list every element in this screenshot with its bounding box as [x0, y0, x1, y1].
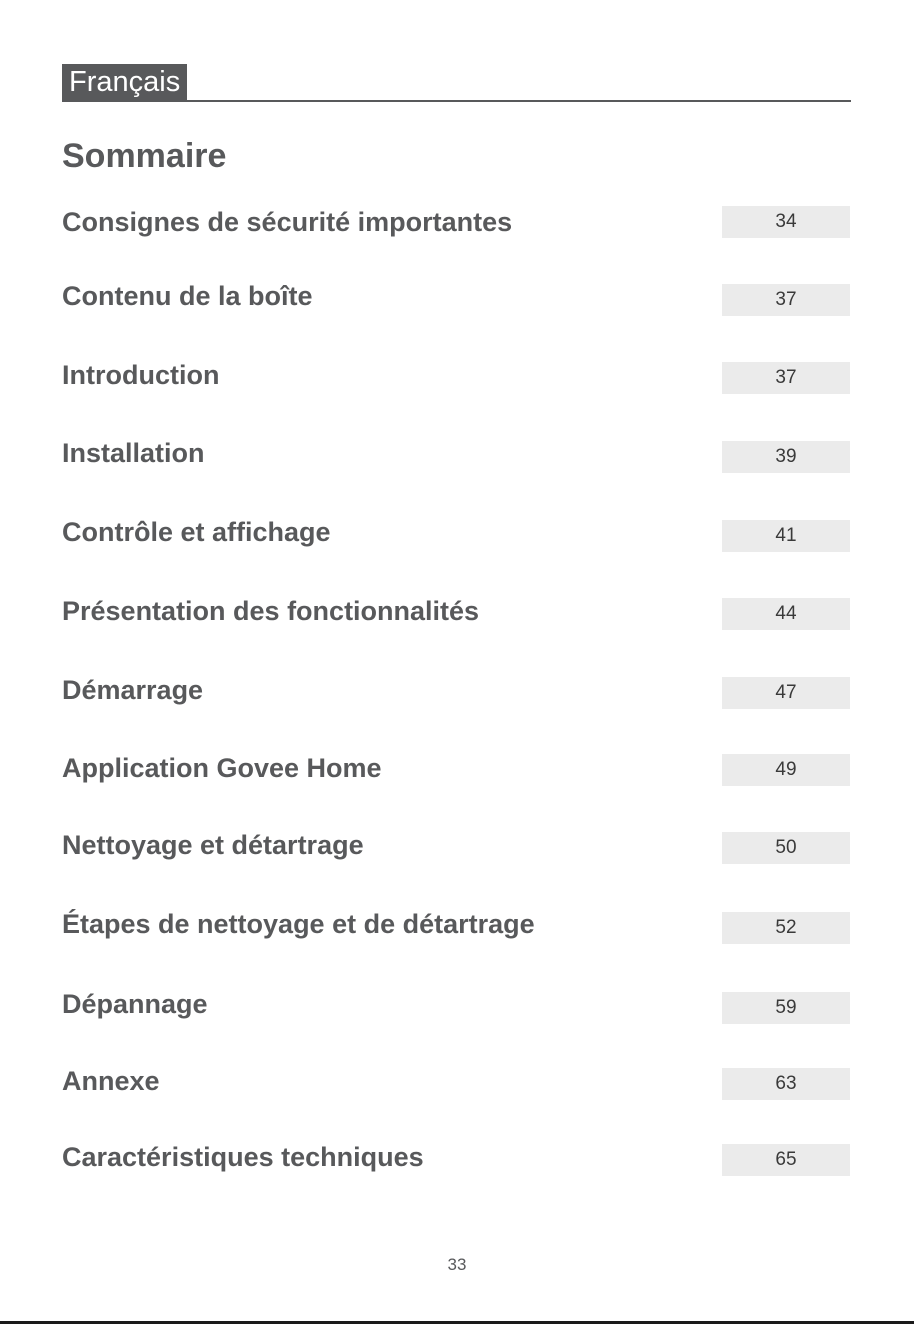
- toc-item[interactable]: [62, 751, 850, 785]
- toc-item-label: Présentation des fonctionnalités: [62, 596, 480, 626]
- toc-item[interactable]: [62, 436, 850, 470]
- toc-item[interactable]: [62, 358, 850, 392]
- toc-page-number: 59: [722, 992, 850, 1024]
- toc-item[interactable]: [62, 1140, 850, 1174]
- toc-page-number: 44: [722, 598, 850, 630]
- toc-page-number: 47: [722, 677, 850, 709]
- toc-page-number: 34: [722, 206, 850, 238]
- toc-item-label: Caractéristiques techniques: [62, 1142, 424, 1172]
- toc-page-number: 41: [722, 520, 850, 552]
- toc-page-number: 63: [722, 1068, 850, 1100]
- toc-item[interactable]: [62, 673, 850, 707]
- toc-page-number: 39: [722, 441, 850, 473]
- toc-item-label: Introduction: [62, 360, 220, 390]
- page-title: Sommaire: [62, 137, 227, 175]
- toc-item-label: Contenu de la boîte: [62, 281, 313, 311]
- language-header: [62, 64, 851, 102]
- toc-item-label: Annexe: [62, 1066, 160, 1096]
- toc-item-label: Application Govee Home: [62, 753, 382, 783]
- toc-page-number: 50: [722, 832, 850, 864]
- toc-item-label: Installation: [62, 438, 205, 468]
- toc-item[interactable]: [62, 515, 850, 549]
- toc-item-label: Démarrage: [62, 675, 204, 705]
- toc-page-number: 52: [722, 912, 850, 944]
- toc-item-label: Dépannage: [62, 989, 208, 1019]
- toc-page-number: 65: [722, 1144, 850, 1176]
- toc-item[interactable]: [62, 828, 850, 862]
- toc-item-label: Étapes de nettoyage et de détartrage: [62, 909, 535, 939]
- toc-item[interactable]: [62, 205, 850, 239]
- toc-page-number: 49: [722, 754, 850, 786]
- toc-item[interactable]: [62, 1064, 850, 1098]
- toc-item-label: Contrôle et affichage: [62, 517, 331, 547]
- toc-item[interactable]: [62, 594, 850, 628]
- toc-item-label: Consignes de sécurité importantes: [62, 207, 513, 237]
- toc-item[interactable]: [62, 907, 850, 941]
- toc-item-label: Nettoyage et détartrage: [62, 830, 364, 860]
- toc-page-number: 37: [722, 362, 850, 394]
- page-number: 33: [447, 1255, 467, 1274]
- toc-item[interactable]: [62, 987, 850, 1021]
- toc-page-number: 37: [722, 284, 850, 316]
- header-rule: [62, 100, 851, 102]
- language-label: Français: [62, 64, 187, 100]
- toc-item[interactable]: [62, 279, 850, 313]
